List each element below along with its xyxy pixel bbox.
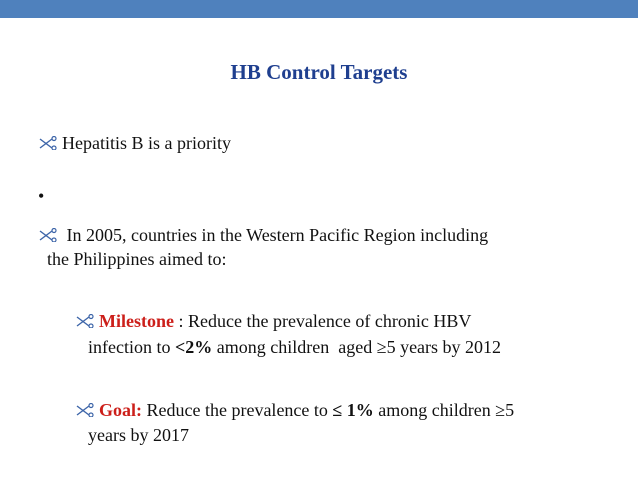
milestone-line1 bbox=[75, 310, 471, 332]
bullet-3-line1 bbox=[38, 224, 488, 246]
goal-line2: years by 2017 bbox=[88, 425, 189, 445]
scissors-icon bbox=[38, 228, 58, 242]
goal-line1 bbox=[75, 399, 514, 421]
scissors-icon bbox=[75, 314, 95, 328]
scissors-icon bbox=[38, 136, 58, 150]
empty-bullet: • bbox=[38, 186, 45, 206]
bullet-1-text: Hepatitis B is a priority bbox=[62, 133, 231, 153]
milestone-text-a: : Reduce the prevalence of chronic HBV bbox=[173, 311, 472, 331]
goal-value: ≤ 1% bbox=[332, 400, 374, 420]
top-accent-bar bbox=[0, 0, 638, 18]
goal-label: Goal: bbox=[99, 400, 142, 420]
milestone-text-b-suffix: among children aged ≥5 years by 2012 bbox=[212, 337, 502, 357]
bullet-3-text: In 2005, countries in the Western Pacific Region including bbox=[66, 225, 489, 245]
goal-text-a: Reduce the prevalence to bbox=[142, 400, 333, 420]
goal-text-b: among children ≥5 bbox=[373, 400, 515, 420]
scissors-icon bbox=[75, 403, 95, 417]
milestone-line2 bbox=[88, 336, 501, 358]
milestone-label: Milestone bbox=[99, 311, 174, 331]
milestone-value: <2% bbox=[174, 337, 213, 357]
slide-title: HB Control Targets bbox=[230, 60, 408, 84]
bullet-3-line2: the Philippines aimed to: bbox=[47, 249, 227, 269]
milestone-text-b-prefix: infection to bbox=[88, 337, 175, 357]
bullet-1 bbox=[38, 132, 231, 154]
